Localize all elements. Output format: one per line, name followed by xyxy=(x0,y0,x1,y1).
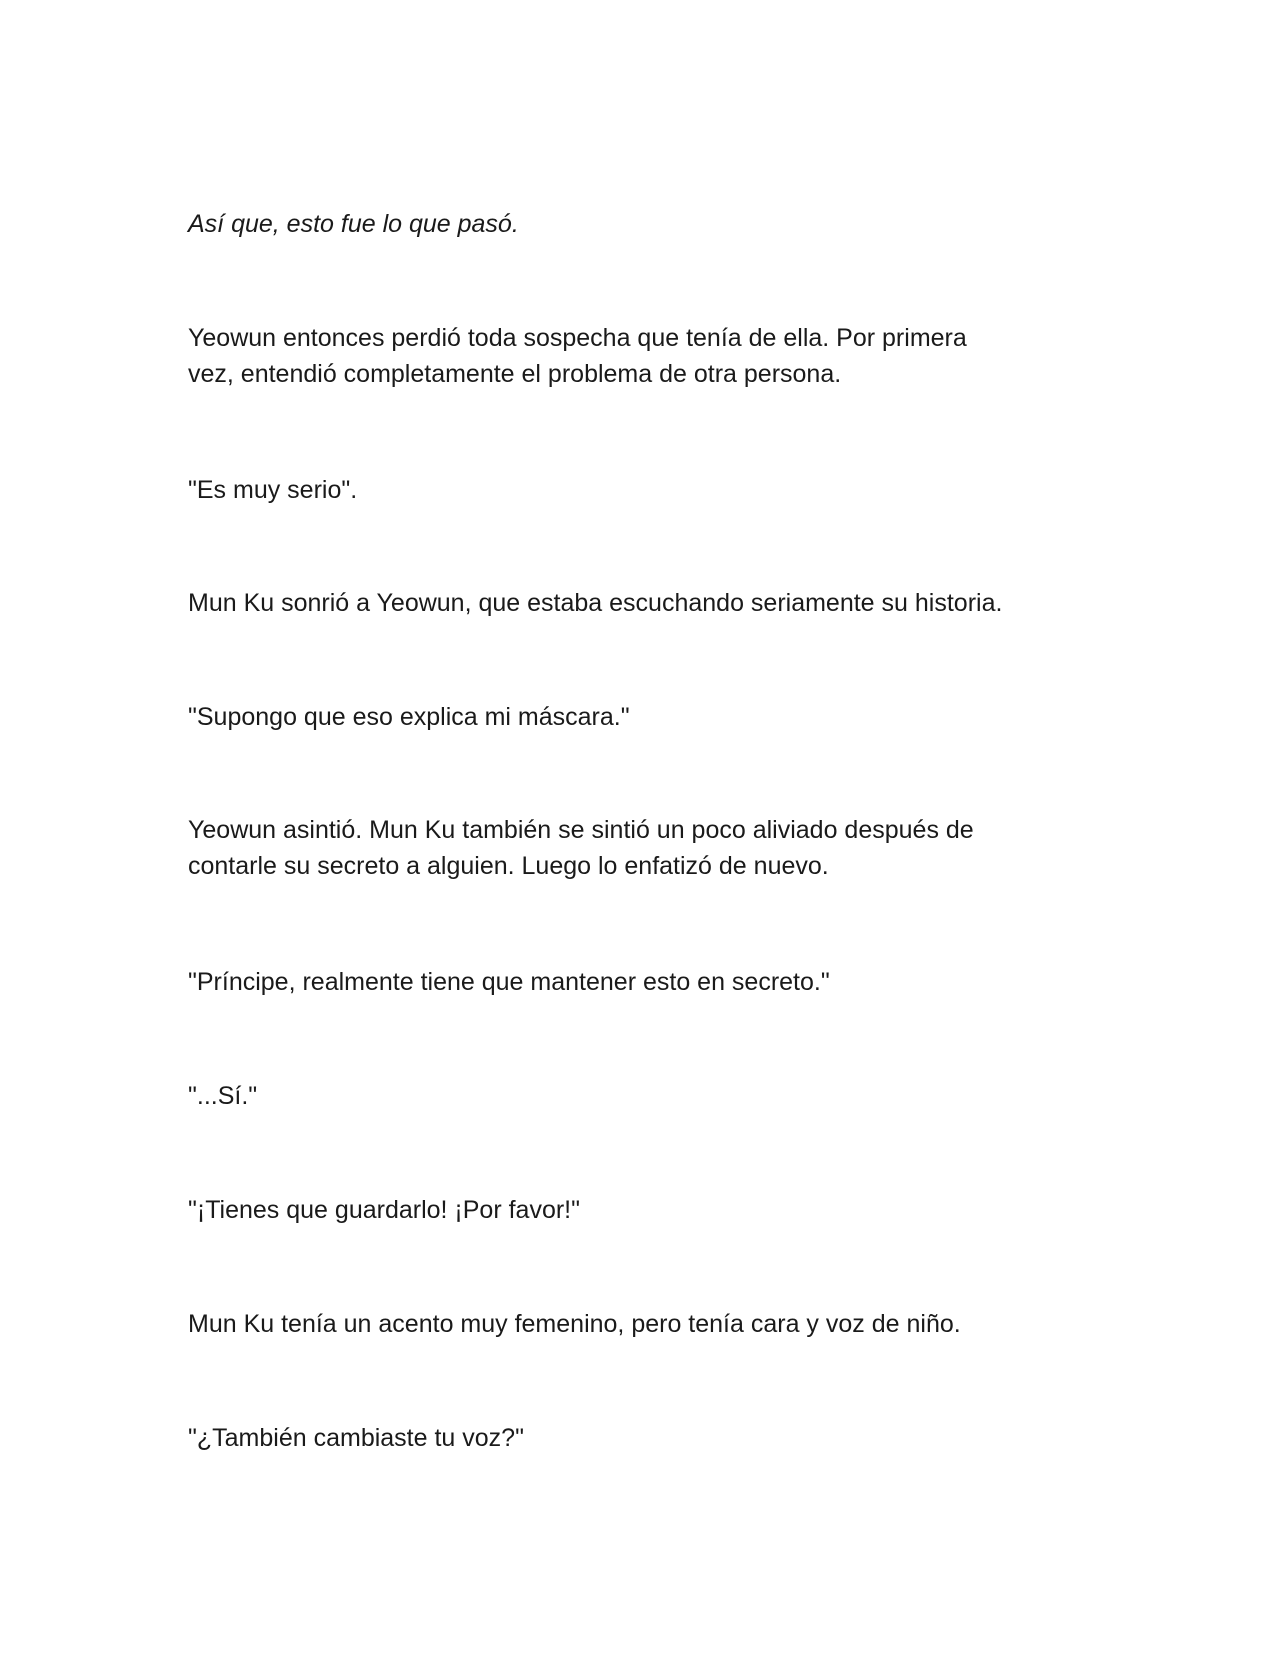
paragraph-8: "...Sí." xyxy=(188,1082,258,1110)
paragraph-4: Mun Ku sonrió a Yeowun, que estaba escuchando seriamente su historia. xyxy=(188,589,1003,617)
paragraph-6: Yeowun asintió. Mun Ku también se sintió un poco aliviado después de contarle su secreto a alguien. Luego lo enfatizó de nuevo. xyxy=(188,816,974,880)
paragraph-2: Yeowun entonces perdió toda sospecha que tenía de ella. Por primera vez, entendió completamente el problema de otra persona. xyxy=(188,324,967,388)
paragraph-5: "Supongo que eso explica mi máscara." xyxy=(188,703,630,731)
paragraph-9: "¡Tienes que guardarlo! ¡Por favor!" xyxy=(188,1196,581,1224)
paragraph-3: "Es muy serio". xyxy=(188,476,358,504)
paragraph-10: Mun Ku tenía un acento muy femenino, pero tenía cara y voz de niño. xyxy=(188,1310,961,1338)
document-page xyxy=(188,0,1108,1656)
paragraph-7: "Príncipe, realmente tiene que mantener esto en secreto." xyxy=(188,968,830,996)
paragraph-1: Así que, esto fue lo que pasó. xyxy=(188,210,519,238)
paragraph-11: "¿También cambiaste tu voz?" xyxy=(188,1424,524,1452)
